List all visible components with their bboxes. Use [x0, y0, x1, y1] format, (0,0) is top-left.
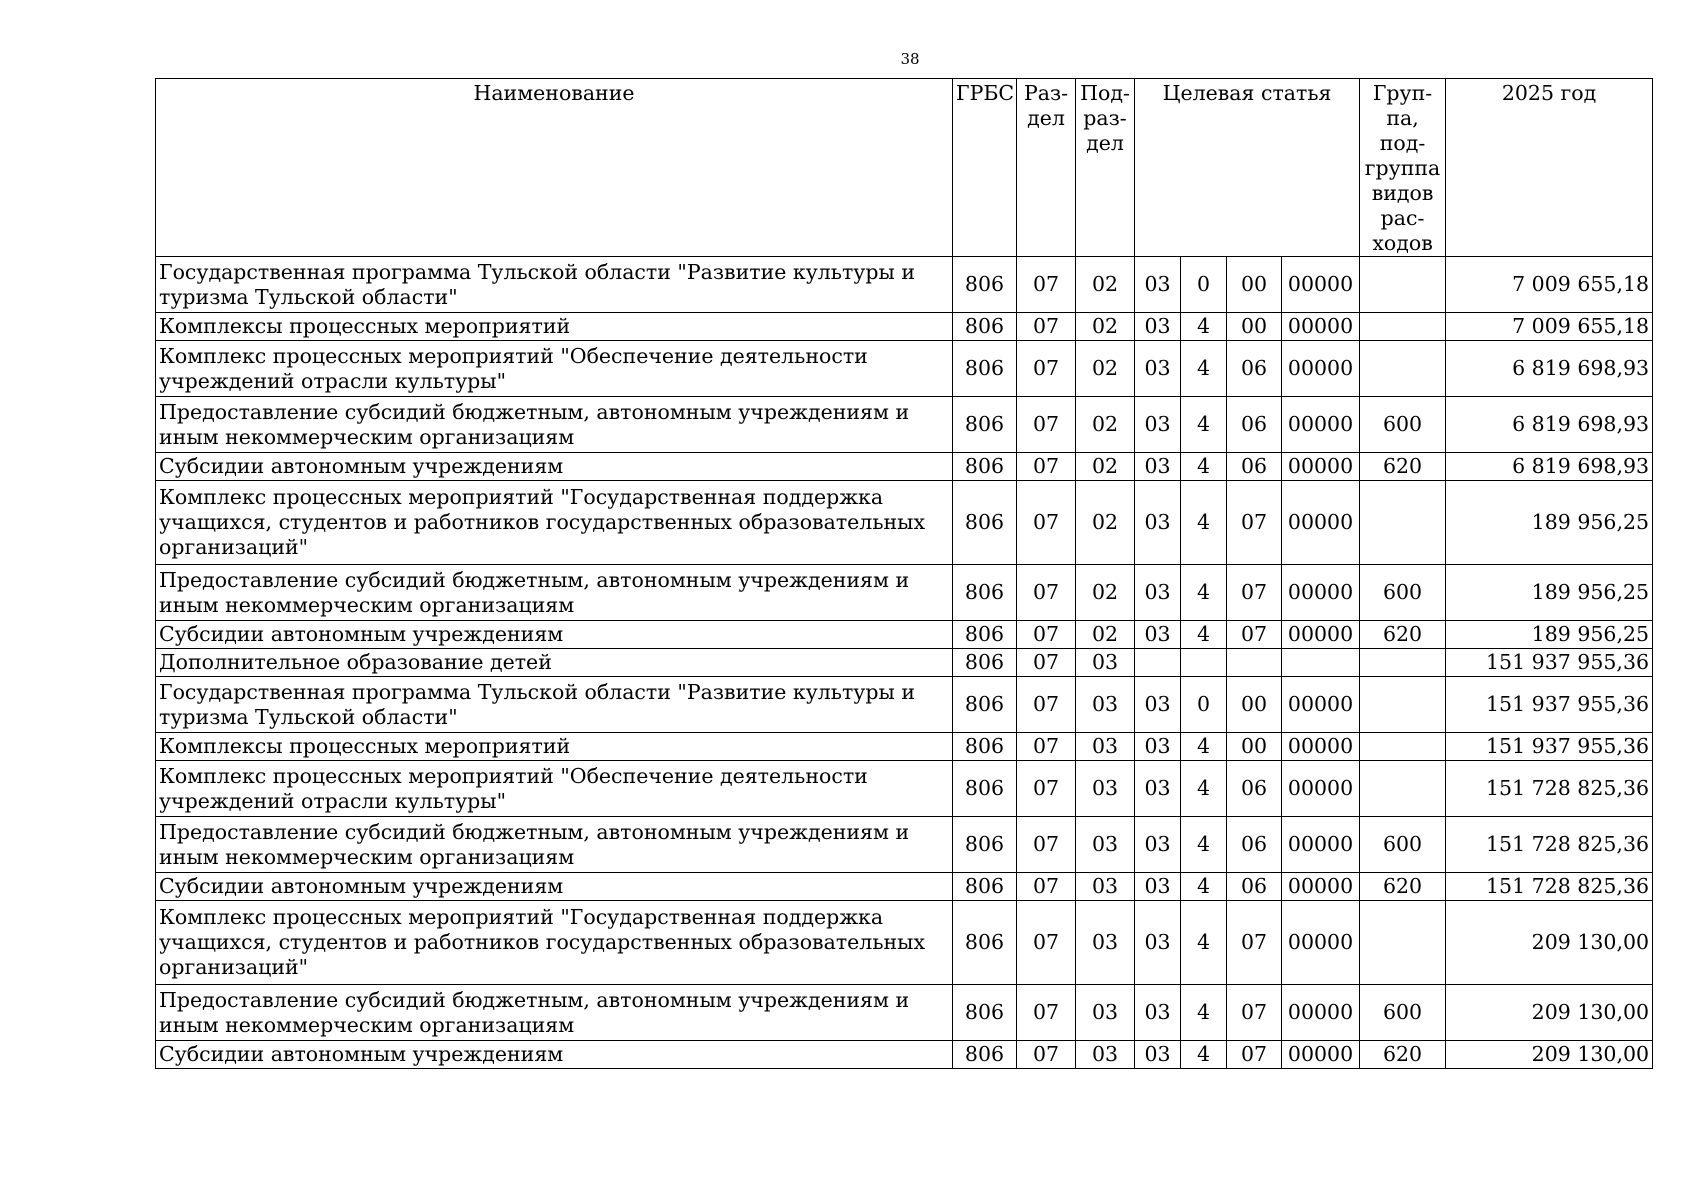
- row-target-type: 4: [1181, 481, 1227, 565]
- table-row: [156, 481, 1653, 565]
- table-row: [156, 677, 1653, 733]
- header-podrazdel-line: Под-: [1080, 81, 1130, 105]
- row-sum-2025: 209 130,00: [1446, 985, 1653, 1041]
- header-group-line: рас-: [1380, 206, 1425, 230]
- row-target-subprogram: 06: [1227, 761, 1282, 817]
- row-sum-2025: 6 819 698,93: [1446, 341, 1653, 397]
- header-expense-group: [1360, 79, 1446, 257]
- row-target-program: 03: [1135, 901, 1181, 985]
- row-grbs: 806: [953, 453, 1017, 481]
- row-expense-group: [1360, 481, 1446, 565]
- row-target-direction: 00000: [1282, 817, 1360, 873]
- row-name: Государственная программа Тульской области "Развитие культуры и туризма Тульской области": [156, 677, 953, 733]
- row-target-type: [1181, 649, 1227, 677]
- row-sum-2025: 209 130,00: [1446, 1041, 1653, 1069]
- row-expense-group: [1360, 257, 1446, 313]
- row-sum-2025: 151 728 825,36: [1446, 817, 1653, 873]
- table-row: [156, 817, 1653, 873]
- row-target-program: 03: [1135, 313, 1181, 341]
- row-target-direction: 00000: [1282, 733, 1360, 761]
- row-name: Субсидии автономным учреждениям: [156, 453, 953, 481]
- table-row: [156, 649, 1653, 677]
- row-grbs: 806: [953, 649, 1017, 677]
- header-podrazdel: [1076, 79, 1135, 257]
- row-razdel: 07: [1017, 257, 1076, 313]
- row-sum-2025: 189 956,25: [1446, 565, 1653, 621]
- row-grbs: 806: [953, 873, 1017, 901]
- row-grbs: 806: [953, 397, 1017, 453]
- row-expense-group: [1360, 313, 1446, 341]
- row-name: Комплекс процессных мероприятий "Обеспечение деятельности учреждений отрасли культуры": [156, 761, 953, 817]
- row-target-subprogram: [1227, 649, 1282, 677]
- row-target-type: 4: [1181, 873, 1227, 901]
- row-name: Предоставление субсидий бюджетным, автономным учреждениям и иным некоммерческим организациям: [156, 985, 953, 1041]
- row-expense-group: 620: [1360, 453, 1446, 481]
- row-name: Предоставление субсидий бюджетным, автономным учреждениям и иным некоммерческим организациям: [156, 817, 953, 873]
- row-razdel: 07: [1017, 341, 1076, 397]
- table-row: [156, 985, 1653, 1041]
- row-name: Комплекс процессных мероприятий "Государственная поддержка учащихся, студентов и работников государственных образовательных организаций": [156, 481, 953, 565]
- table-row: [156, 257, 1653, 313]
- row-target-direction: 00000: [1282, 901, 1360, 985]
- row-expense-group: [1360, 649, 1446, 677]
- row-expense-group: 600: [1360, 985, 1446, 1041]
- row-sum-2025: 209 130,00: [1446, 901, 1653, 985]
- row-target-program: 03: [1135, 761, 1181, 817]
- row-expense-group: 620: [1360, 1041, 1446, 1069]
- row-razdel: 07: [1017, 481, 1076, 565]
- row-target-program: 03: [1135, 1041, 1181, 1069]
- header-year: 2025 год: [1446, 79, 1653, 257]
- row-name: Предоставление субсидий бюджетным, автономным учреждениям и иным некоммерческим организациям: [156, 397, 953, 453]
- row-expense-group: [1360, 901, 1446, 985]
- row-target-program: 03: [1135, 621, 1181, 649]
- row-podrazdel: 02: [1076, 481, 1135, 565]
- row-target-subprogram: 06: [1227, 817, 1282, 873]
- table-row: [156, 733, 1653, 761]
- row-target-direction: 00000: [1282, 341, 1360, 397]
- row-podrazdel: 03: [1076, 817, 1135, 873]
- row-name: Субсидии автономным учреждениям: [156, 621, 953, 649]
- row-grbs: 806: [953, 1041, 1017, 1069]
- row-grbs: 806: [953, 341, 1017, 397]
- row-podrazdel: 02: [1076, 621, 1135, 649]
- row-sum-2025: 6 819 698,93: [1446, 453, 1653, 481]
- row-target-program: 03: [1135, 985, 1181, 1041]
- row-podrazdel: 02: [1076, 453, 1135, 481]
- row-target-type: 4: [1181, 733, 1227, 761]
- row-target-subprogram: 07: [1227, 621, 1282, 649]
- table-row: [156, 901, 1653, 985]
- row-grbs: 806: [953, 677, 1017, 733]
- row-expense-group: [1360, 341, 1446, 397]
- row-podrazdel: 03: [1076, 677, 1135, 733]
- row-target-program: 03: [1135, 481, 1181, 565]
- row-target-type: 4: [1181, 621, 1227, 649]
- table-row: [156, 565, 1653, 621]
- row-name: Комплекс процессных мероприятий "Обеспечение деятельности учреждений отрасли культуры": [156, 341, 953, 397]
- table-row: [156, 761, 1653, 817]
- row-razdel: 07: [1017, 817, 1076, 873]
- row-expense-group: 600: [1360, 565, 1446, 621]
- header-podrazdel-line: раз-: [1083, 106, 1127, 130]
- row-razdel: 07: [1017, 1041, 1076, 1069]
- row-target-subprogram: 07: [1227, 481, 1282, 565]
- row-podrazdel: 02: [1076, 397, 1135, 453]
- row-expense-group: 620: [1360, 621, 1446, 649]
- row-target-direction: 00000: [1282, 761, 1360, 817]
- row-target-subprogram: 00: [1227, 257, 1282, 313]
- table-header-row: [156, 79, 1653, 257]
- row-sum-2025: 151 728 825,36: [1446, 761, 1653, 817]
- row-target-program: 03: [1135, 341, 1181, 397]
- row-razdel: 07: [1017, 761, 1076, 817]
- row-expense-group: 620: [1360, 873, 1446, 901]
- row-target-subprogram: 07: [1227, 1041, 1282, 1069]
- row-target-subprogram: 00: [1227, 313, 1282, 341]
- row-target-direction: 00000: [1282, 565, 1360, 621]
- header-podrazdel-line: дел: [1086, 131, 1124, 155]
- row-target-direction: 00000: [1282, 677, 1360, 733]
- table-row: [156, 453, 1653, 481]
- row-grbs: 806: [953, 985, 1017, 1041]
- row-target-subprogram: 06: [1227, 453, 1282, 481]
- row-target-program: 03: [1135, 397, 1181, 453]
- row-target-program: 03: [1135, 677, 1181, 733]
- row-expense-group: [1360, 677, 1446, 733]
- row-target-type: 0: [1181, 257, 1227, 313]
- table-body: [156, 257, 1653, 1069]
- row-target-direction: [1282, 649, 1360, 677]
- row-podrazdel: 02: [1076, 313, 1135, 341]
- row-sum-2025: 7 009 655,18: [1446, 257, 1653, 313]
- row-expense-group: [1360, 761, 1446, 817]
- row-grbs: 806: [953, 761, 1017, 817]
- row-sum-2025: 151 937 955,36: [1446, 677, 1653, 733]
- row-name: Дополнительное образование детей: [156, 649, 953, 677]
- row-target-type: 4: [1181, 453, 1227, 481]
- header-group-line: группа: [1364, 156, 1441, 180]
- row-sum-2025: 151 937 955,36: [1446, 733, 1653, 761]
- header-name: Наименование: [156, 79, 953, 257]
- header-group-line: ходов: [1372, 231, 1433, 255]
- row-target-direction: 00000: [1282, 1041, 1360, 1069]
- row-target-subprogram: 06: [1227, 397, 1282, 453]
- budget-table: [155, 78, 1653, 1069]
- row-target-type: 4: [1181, 341, 1227, 397]
- table-row: [156, 397, 1653, 453]
- row-target-direction: 00000: [1282, 257, 1360, 313]
- row-target-type: 4: [1181, 313, 1227, 341]
- row-expense-group: 600: [1360, 397, 1446, 453]
- row-target-direction: 00000: [1282, 481, 1360, 565]
- row-podrazdel: 03: [1076, 1041, 1135, 1069]
- row-target-type: 4: [1181, 397, 1227, 453]
- table-row: [156, 313, 1653, 341]
- row-target-program: 03: [1135, 733, 1181, 761]
- row-podrazdel: 03: [1076, 761, 1135, 817]
- row-razdel: 07: [1017, 621, 1076, 649]
- row-target-program: 03: [1135, 817, 1181, 873]
- row-target-subprogram: 07: [1227, 565, 1282, 621]
- row-razdel: 07: [1017, 901, 1076, 985]
- row-target-subprogram: 06: [1227, 873, 1282, 901]
- row-grbs: 806: [953, 313, 1017, 341]
- row-sum-2025: 189 956,25: [1446, 621, 1653, 649]
- row-name: Предоставление субсидий бюджетным, автономным учреждениям и иным некоммерческим организациям: [156, 565, 953, 621]
- header-target-article: Целевая статья: [1135, 79, 1360, 257]
- row-podrazdel: 02: [1076, 257, 1135, 313]
- row-razdel: 07: [1017, 649, 1076, 677]
- row-target-program: 03: [1135, 257, 1181, 313]
- row-sum-2025: 151 937 955,36: [1446, 649, 1653, 677]
- row-name: Субсидии автономным учреждениям: [156, 1041, 953, 1069]
- table-row: [156, 1041, 1653, 1069]
- row-sum-2025: 7 009 655,18: [1446, 313, 1653, 341]
- page-number: 38: [900, 50, 920, 68]
- row-target-type: 4: [1181, 761, 1227, 817]
- row-target-direction: 00000: [1282, 621, 1360, 649]
- header-group-line: Груп-: [1372, 81, 1433, 105]
- row-name: Государственная программа Тульской области "Развитие культуры и туризма Тульской области": [156, 257, 953, 313]
- row-razdel: 07: [1017, 397, 1076, 453]
- row-name: Комплексы процессных мероприятий: [156, 313, 953, 341]
- row-target-type: 4: [1181, 565, 1227, 621]
- row-target-subprogram: 00: [1227, 677, 1282, 733]
- row-grbs: 806: [953, 733, 1017, 761]
- header-grbs: ГРБС: [953, 79, 1017, 257]
- row-target-type: 4: [1181, 985, 1227, 1041]
- row-target-type: 4: [1181, 817, 1227, 873]
- row-target-direction: 00000: [1282, 313, 1360, 341]
- table-row: [156, 341, 1653, 397]
- row-grbs: 806: [953, 257, 1017, 313]
- row-razdel: 07: [1017, 985, 1076, 1041]
- row-podrazdel: 03: [1076, 733, 1135, 761]
- table-row: [156, 873, 1653, 901]
- header-group-line: па, под-: [1379, 106, 1426, 155]
- row-target-program: [1135, 649, 1181, 677]
- row-target-program: 03: [1135, 565, 1181, 621]
- row-name: Комплексы процессных мероприятий: [156, 733, 953, 761]
- table-row: [156, 621, 1653, 649]
- row-razdel: 07: [1017, 873, 1076, 901]
- row-podrazdel: 03: [1076, 649, 1135, 677]
- row-target-subprogram: 07: [1227, 985, 1282, 1041]
- row-grbs: 806: [953, 901, 1017, 985]
- row-razdel: 07: [1017, 453, 1076, 481]
- row-target-subprogram: 00: [1227, 733, 1282, 761]
- row-razdel: 07: [1017, 733, 1076, 761]
- row-target-type: 4: [1181, 1041, 1227, 1069]
- row-sum-2025: 151 728 825,36: [1446, 873, 1653, 901]
- row-expense-group: 600: [1360, 817, 1446, 873]
- row-target-program: 03: [1135, 873, 1181, 901]
- header-razdel-line: Раз-: [1023, 81, 1069, 105]
- header-razdel: [1017, 79, 1076, 257]
- row-target-subprogram: 06: [1227, 341, 1282, 397]
- row-name: Субсидии автономным учреждениям: [156, 873, 953, 901]
- row-sum-2025: 189 956,25: [1446, 481, 1653, 565]
- header-razdel-line: дел: [1027, 106, 1065, 130]
- row-target-direction: 00000: [1282, 985, 1360, 1041]
- row-podrazdel: 03: [1076, 985, 1135, 1041]
- row-podrazdel: 03: [1076, 901, 1135, 985]
- row-razdel: 07: [1017, 565, 1076, 621]
- row-expense-group: [1360, 733, 1446, 761]
- row-razdel: 07: [1017, 313, 1076, 341]
- row-target-program: 03: [1135, 453, 1181, 481]
- row-target-direction: 00000: [1282, 873, 1360, 901]
- row-podrazdel: 02: [1076, 341, 1135, 397]
- row-grbs: 806: [953, 565, 1017, 621]
- row-target-subprogram: 07: [1227, 901, 1282, 985]
- row-grbs: 806: [953, 621, 1017, 649]
- row-name: Комплекс процессных мероприятий "Государственная поддержка учащихся, студентов и работников государственных образовательных организаций": [156, 901, 953, 985]
- row-target-type: 4: [1181, 901, 1227, 985]
- row-grbs: 806: [953, 481, 1017, 565]
- row-target-direction: 00000: [1282, 397, 1360, 453]
- header-group-line: видов: [1371, 181, 1434, 205]
- row-podrazdel: 03: [1076, 873, 1135, 901]
- row-razdel: 07: [1017, 677, 1076, 733]
- row-sum-2025: 6 819 698,93: [1446, 397, 1653, 453]
- row-target-type: 0: [1181, 677, 1227, 733]
- row-grbs: 806: [953, 817, 1017, 873]
- row-target-direction: 00000: [1282, 453, 1360, 481]
- row-podrazdel: 02: [1076, 565, 1135, 621]
